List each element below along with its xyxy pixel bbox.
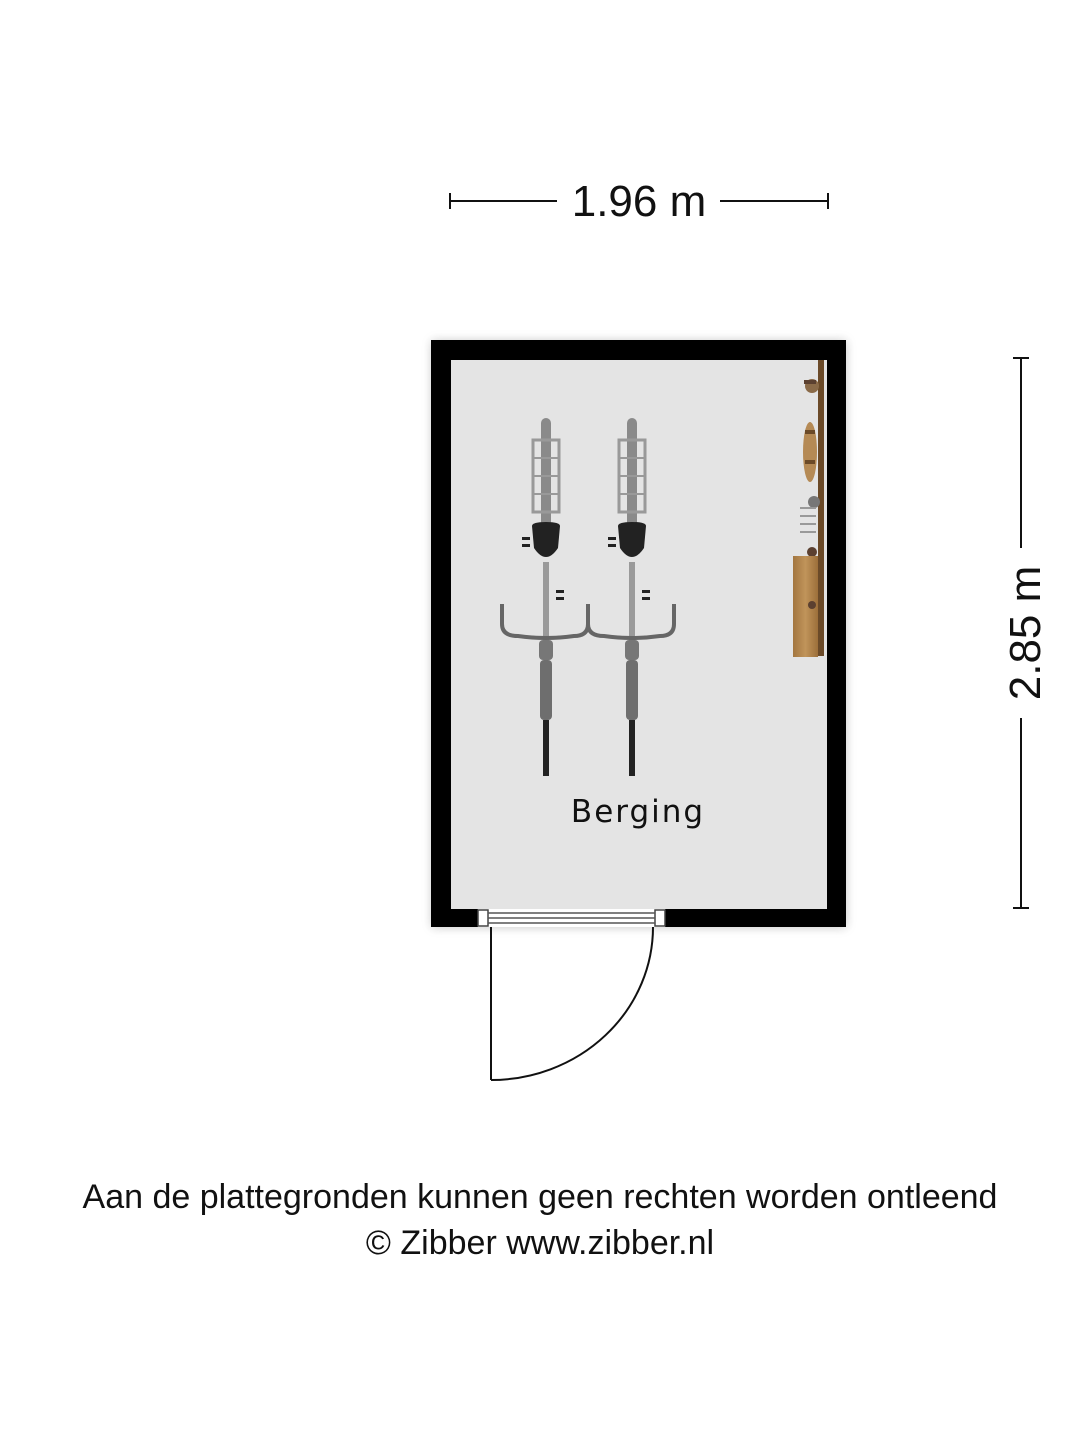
height-label: 2.85 m (1001, 565, 1050, 701)
width-label: 1.96 m (571, 177, 707, 226)
room-storage (431, 340, 846, 927)
width-dimension (450, 177, 828, 226)
copyright-text: © Zibber www.zibber.nl (365, 1224, 715, 1262)
door (491, 927, 653, 1080)
height-dimension (1001, 358, 1050, 908)
disclaimer-text: Aan de plattegronden kunnen geen rechten worden ontleend (82, 1178, 998, 1216)
room-label: Berging (570, 794, 706, 830)
